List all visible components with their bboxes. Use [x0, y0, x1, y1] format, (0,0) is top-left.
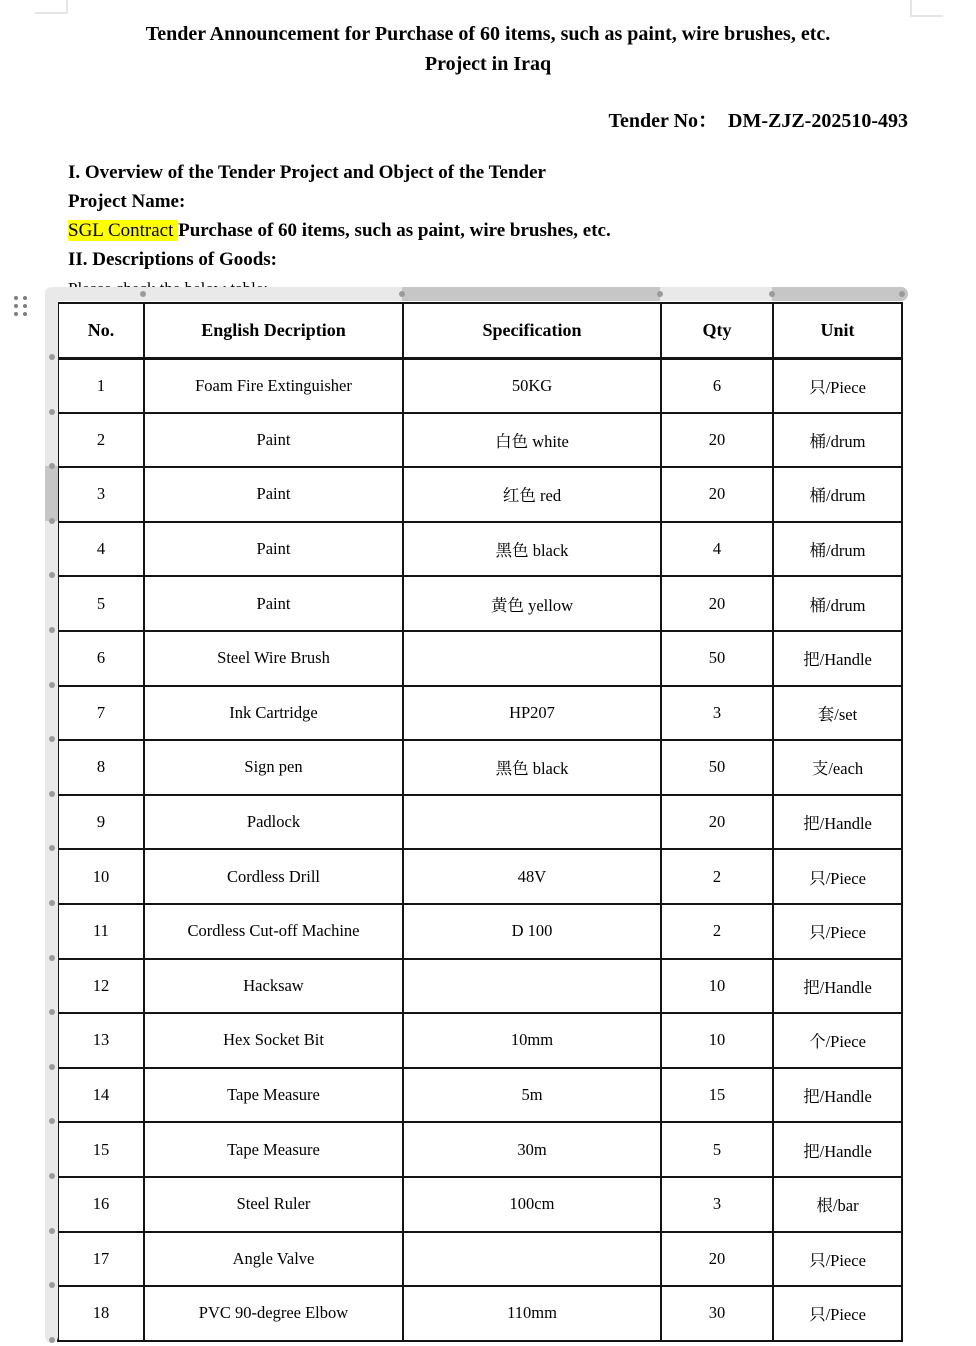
row-resize-dot[interactable]: [49, 1009, 55, 1015]
cell-qty: 20: [661, 1232, 773, 1287]
header-specification: Specification: [403, 303, 661, 358]
cell-unit: 桶/drum: [773, 413, 902, 468]
row-resize-dot[interactable]: [49, 518, 55, 524]
cell-specification: 110mm: [403, 1286, 661, 1341]
cell-description: Paint: [144, 413, 403, 468]
table-row: [58, 1068, 902, 1123]
cell-no: 15: [58, 1122, 144, 1177]
text-boundary-mark-top-left: [35, 0, 68, 14]
document-title-line2: Project in Iraq: [424, 53, 552, 75]
row-resize-dot[interactable]: [49, 354, 55, 360]
column-resize-dot[interactable]: [899, 291, 905, 297]
table-row: [58, 358, 902, 413]
column-handle-unit[interactable]: [772, 287, 908, 301]
cell-no: 14: [58, 1068, 144, 1123]
table-drag-handle-icon[interactable]: [14, 296, 27, 316]
text-boundary-mark-top-right: [910, 0, 943, 17]
column-handle-specification[interactable]: [402, 287, 660, 301]
row-resize-dot[interactable]: [49, 791, 55, 797]
table-row: [58, 467, 902, 522]
cell-no: 6: [58, 631, 144, 686]
row-ruler-bar[interactable]: [45, 287, 58, 1343]
cell-no: 18: [58, 1286, 144, 1341]
table-row: [58, 413, 902, 468]
table-row: [58, 1177, 902, 1232]
column-resize-dot[interactable]: [769, 291, 775, 297]
table-row: [58, 1122, 902, 1177]
cell-unit: 只/Piece: [773, 1286, 902, 1341]
cell-qty: 20: [661, 467, 773, 522]
row-resize-dot[interactable]: [49, 627, 55, 633]
row-handle-active[interactable]: [45, 466, 58, 521]
cell-description: Foam Fire Extinguisher: [144, 358, 403, 413]
cell-no: 10: [58, 849, 144, 904]
goods-table-body: [58, 358, 902, 1341]
cell-specification: [403, 959, 661, 1014]
row-resize-dot[interactable]: [49, 1228, 55, 1234]
row-resize-dot[interactable]: [49, 955, 55, 961]
row-resize-dot[interactable]: [49, 1173, 55, 1179]
cell-qty: 50: [661, 631, 773, 686]
table-row: [58, 904, 902, 959]
cell-qty: 10: [661, 959, 773, 1014]
cell-no: 8: [58, 740, 144, 795]
row-resize-dot[interactable]: [49, 1064, 55, 1070]
cell-description: Sign pen: [144, 740, 403, 795]
cell-unit: 把/Handle: [773, 1068, 902, 1123]
cell-unit: 只/Piece: [773, 904, 902, 959]
cell-specification: 10mm: [403, 1013, 661, 1068]
column-resize-dot[interactable]: [657, 291, 663, 297]
table-row: [58, 1232, 902, 1287]
cell-specification: 黑色 black: [403, 740, 661, 795]
cell-qty: 6: [661, 358, 773, 413]
row-resize-dot[interactable]: [49, 845, 55, 851]
project-name-label: Project Name:: [68, 191, 186, 212]
cell-description: PVC 90-degree Elbow: [144, 1286, 403, 1341]
table-row: [58, 959, 902, 1014]
cell-qty: 20: [661, 576, 773, 631]
cell-unit: 只/Piece: [773, 849, 902, 904]
cell-unit: 个/Piece: [773, 1013, 902, 1068]
cell-description: Tape Measure: [144, 1068, 403, 1123]
cell-description: Cordless Drill: [144, 849, 403, 904]
cell-qty: 50: [661, 740, 773, 795]
row-resize-dot[interactable]: [49, 1282, 55, 1288]
header-unit: Unit: [773, 303, 902, 358]
cell-unit: 套/set: [773, 686, 902, 741]
cell-description: Paint: [144, 522, 403, 577]
cell-unit: 把/Handle: [773, 1122, 902, 1177]
section-2-heading: II. Descriptions of Goods:: [68, 249, 278, 270]
tender-number-line: [0, 104, 908, 133]
table-row: [58, 795, 902, 850]
cell-specification: 48V: [403, 849, 661, 904]
table-row: [58, 849, 902, 904]
cell-unit: 把/Handle: [773, 631, 902, 686]
cell-specification: HP207: [403, 686, 661, 741]
cell-no: 5: [58, 576, 144, 631]
column-ruler-bar[interactable]: [47, 287, 908, 301]
cell-no: 17: [58, 1232, 144, 1287]
cell-no: 11: [58, 904, 144, 959]
cell-unit: 桶/drum: [773, 467, 902, 522]
header-description: English Decription: [144, 303, 403, 358]
document-title: [0, 19, 976, 79]
cell-specification: 白色 white: [403, 413, 661, 468]
cell-no: 2: [58, 413, 144, 468]
tender-number-value: DM-ZJZ-202510-493: [728, 110, 908, 132]
cell-no: 9: [58, 795, 144, 850]
document-title-line1: Tender Announcement for Purchase of 60 items, such as paint, wire brushes, etc.: [145, 23, 831, 45]
cell-qty: 3: [661, 1177, 773, 1232]
cell-qty: 4: [661, 522, 773, 577]
column-resize-dot[interactable]: [140, 291, 146, 297]
cell-specification: 黑色 black: [403, 522, 661, 577]
cell-specification: [403, 1232, 661, 1287]
cell-unit: 只/Piece: [773, 358, 902, 413]
highlighted-text: SGL Contract: [68, 220, 179, 241]
cell-specification: 黄色 yellow: [403, 576, 661, 631]
header-no: No.: [58, 303, 144, 358]
cell-description: Padlock: [144, 795, 403, 850]
cell-specification: 50KG: [403, 358, 661, 413]
cell-qty: 3: [661, 686, 773, 741]
row-resize-dot[interactable]: [49, 409, 55, 415]
table-row: [58, 1013, 902, 1068]
cell-unit: 桶/drum: [773, 522, 902, 577]
table-row: [58, 631, 902, 686]
tender-number-label: Tender No：: [608, 110, 719, 132]
cell-description: Tape Measure: [144, 1122, 403, 1177]
cell-description: Paint: [144, 576, 403, 631]
cell-specification: 30m: [403, 1122, 661, 1177]
row-resize-dot[interactable]: [49, 572, 55, 578]
cell-no: 1: [58, 358, 144, 413]
cell-description: Steel Wire Brush: [144, 631, 403, 686]
cell-unit: 只/Piece: [773, 1232, 902, 1287]
cell-qty: 5: [661, 1122, 773, 1177]
cell-no: 3: [58, 467, 144, 522]
cell-specification: 100cm: [403, 1177, 661, 1232]
table-row: [58, 686, 902, 741]
row-resize-dot[interactable]: [49, 736, 55, 742]
table-row: [58, 576, 902, 631]
cell-unit: 桶/drum: [773, 576, 902, 631]
row-resize-dot[interactable]: [49, 463, 55, 469]
cell-unit: 支/each: [773, 740, 902, 795]
project-name-line: [68, 219, 611, 243]
section-1-heading: I. Overview of the Tender Project and Object of the Tender: [68, 162, 546, 183]
cell-qty: 10: [661, 1013, 773, 1068]
row-resize-dot[interactable]: [49, 682, 55, 688]
cell-specification: 5m: [403, 1068, 661, 1123]
table-row: [58, 740, 902, 795]
cell-description: Cordless Cut-off Machine: [144, 904, 403, 959]
cell-no: 12: [58, 959, 144, 1014]
cell-no: 13: [58, 1013, 144, 1068]
cell-qty: 20: [661, 413, 773, 468]
table-row: [58, 1286, 902, 1341]
cell-specification: [403, 795, 661, 850]
column-resize-dot[interactable]: [399, 291, 405, 297]
cell-specification: D 100: [403, 904, 661, 959]
cell-qty: 2: [661, 904, 773, 959]
cell-unit: 根/bar: [773, 1177, 902, 1232]
cell-qty: 20: [661, 795, 773, 850]
cell-unit: 把/Handle: [773, 959, 902, 1014]
cell-description: Paint: [144, 467, 403, 522]
cell-description: Hex Socket Bit: [144, 1013, 403, 1068]
cell-qty: 30: [661, 1286, 773, 1341]
cell-no: 4: [58, 522, 144, 577]
cell-qty: 15: [661, 1068, 773, 1123]
cell-no: 7: [58, 686, 144, 741]
table-header-row: [58, 303, 902, 358]
goods-table: [57, 302, 903, 1342]
cell-no: 16: [58, 1177, 144, 1232]
row-resize-dot[interactable]: [49, 900, 55, 906]
cell-specification: [403, 631, 661, 686]
cell-description: Ink Cartridge: [144, 686, 403, 741]
table-row: [58, 522, 902, 577]
cell-qty: 2: [661, 849, 773, 904]
cell-unit: 把/Handle: [773, 795, 902, 850]
cell-description: Steel Ruler: [144, 1177, 403, 1232]
cell-description: Hacksaw: [144, 959, 403, 1014]
cell-specification: 红色 red: [403, 467, 661, 522]
row-resize-dot[interactable]: [49, 1118, 55, 1124]
project-name-rest: Purchase of 60 items, such as paint, wire brushes, etc.: [178, 220, 611, 241]
cell-description: Angle Valve: [144, 1232, 403, 1287]
row-resize-dot[interactable]: [49, 1337, 55, 1343]
header-qty: Qty: [661, 303, 773, 358]
